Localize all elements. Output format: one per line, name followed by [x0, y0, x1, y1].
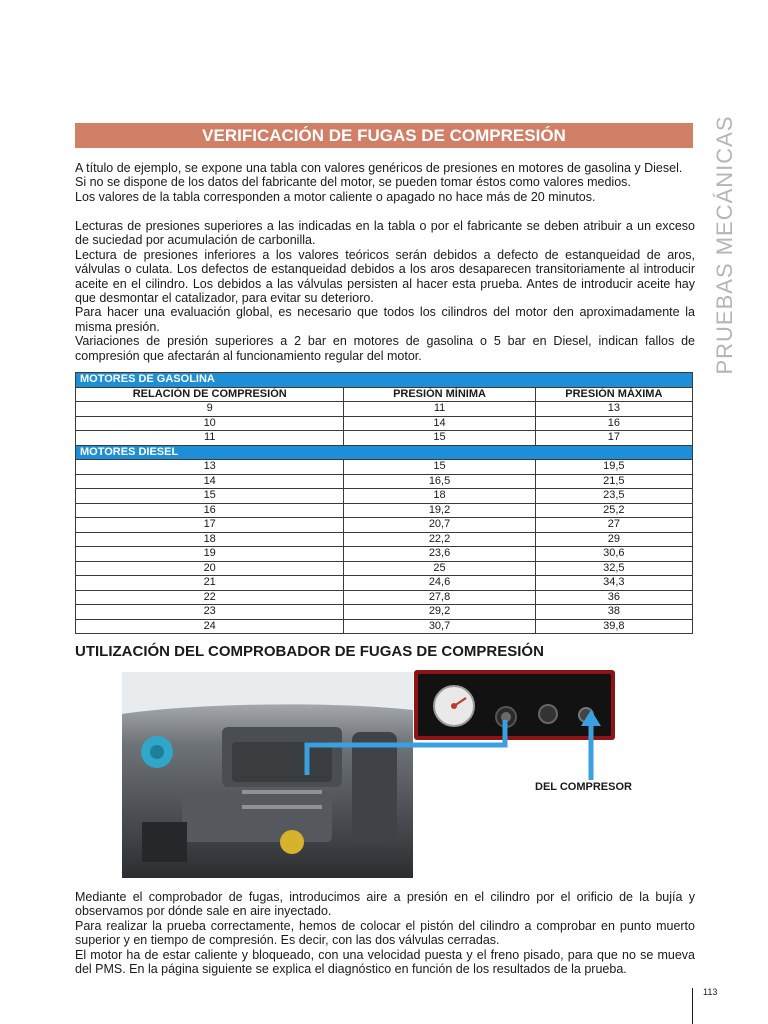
cell-max: 19,5: [535, 460, 692, 475]
cell-min: 24,6: [344, 576, 535, 591]
table-row: [76, 547, 693, 562]
intro-line: Si no se dispone de los datos del fabricante del motor, se pueden tomar éstos como valores medios.: [75, 175, 631, 190]
cell-max: 21,5: [535, 474, 692, 489]
cell-ratio: 13: [76, 460, 344, 475]
body-paragraph: Lectura de presiones inferiores a los valores teóricos serán debidos a defecto de estanqueidad de aros, válvulas o culata. Los defectos de estanqueidad debidos a los aros desaparecen transitoriamente al introducir aceite en el cilindro. Los debidos a las válvulas persisten al hacer esta prueba. Antes de introducir aceite hay que desmontar el catalizador, para evitar su deterioro.: [75, 247, 695, 306]
compressor-label: DEL COMPRESOR: [535, 781, 632, 793]
cell-ratio: 21: [76, 576, 344, 591]
cell-ratio: 16: [76, 503, 344, 518]
cell-ratio: 20: [76, 561, 344, 576]
table-row: [76, 460, 693, 475]
cell-min: 27,8: [344, 590, 535, 605]
table-header-row: [76, 387, 693, 402]
cell-max: 36: [535, 590, 692, 605]
cell-max: 13: [535, 402, 692, 417]
cell-ratio: 17: [76, 518, 344, 533]
intro-text: [75, 161, 695, 204]
intro-line: Los valores de la tabla corresponden a motor caliente o apagado no hace más de 20 minutos.: [75, 189, 596, 204]
table-row: [76, 489, 693, 504]
table-row: [76, 590, 693, 605]
procedure-paragraph: El motor ha de estar caliente y bloqueado, con una velocidad puesta y el freno pisado, para que no se mueva del PMS. En la página siguiente se explica el diagnóstico en función de los resultados de la prueba.: [75, 947, 695, 977]
cell-ratio: 14: [76, 474, 344, 489]
section-tab: [700, 115, 750, 375]
cell-ratio: 23: [76, 605, 344, 620]
section-subtitle: UTILIZACIÓN DEL COMPROBADOR DE FUGAS DE COMPRESIÓN: [75, 643, 544, 660]
gasoline-section-row: [76, 373, 693, 388]
section-tab-label: PRUEBAS MECÁNICAS: [712, 115, 737, 375]
table-row: [76, 532, 693, 547]
diesel-section-label: MOTORES DIESEL: [76, 445, 693, 460]
table-row: [76, 561, 693, 576]
table-row: [76, 518, 693, 533]
cell-max: 34,3: [535, 576, 692, 591]
cell-ratio: 24: [76, 619, 344, 634]
page-number: 113: [703, 987, 718, 997]
body-text: [75, 219, 695, 363]
cell-max: 32,5: [535, 561, 692, 576]
cell-min: 19,2: [344, 503, 535, 518]
header-max-pressure: PRESIÓN MÁXIMA: [535, 387, 692, 402]
cell-ratio: 9: [76, 402, 344, 417]
cell-ratio: 22: [76, 590, 344, 605]
procedure-paragraph: Para realizar la prueba correctamente, hemos de colocar el pistón del cilindro a comprobar en punto muerto superior y en tiempo de compresión. Es decir, con las dos válvulas cerradas.: [75, 918, 695, 948]
table-row: [76, 431, 693, 446]
cell-ratio: 18: [76, 532, 344, 547]
cell-min: 11: [344, 402, 535, 417]
table-row: [76, 402, 693, 417]
diesel-section-row: [76, 445, 693, 460]
procedure-paragraph: Mediante el comprobador de fugas, introducimos aire a presión en el cilindro por el orificio de la bujía y observamos por dónde sale en aire inyectado.: [75, 890, 695, 919]
page-title: VERIFICACIÓN DE FUGAS DE COMPRESIÓN: [75, 123, 693, 148]
cell-max: 29: [535, 532, 692, 547]
engine-photo: [122, 672, 413, 878]
cell-max: 25,2: [535, 503, 692, 518]
table-row: [76, 416, 693, 431]
cell-ratio: 15: [76, 489, 344, 504]
cell-max: 16: [535, 416, 692, 431]
cell-max: 17: [535, 431, 692, 446]
cell-min: 15: [344, 460, 535, 475]
cell-min: 23,6: [344, 547, 535, 562]
pressure-table: [75, 372, 693, 634]
cell-max: 38: [535, 605, 692, 620]
cell-min: 22,2: [344, 532, 535, 547]
cell-min: 18: [344, 489, 535, 504]
cell-ratio: 19: [76, 547, 344, 562]
body-paragraph: Lecturas de presiones superiores a las indicadas en la tabla o por el fabricante se deben atribuir a un exceso de suciedad por acumulación de carbonilla.: [75, 219, 695, 248]
header-min-pressure: PRESIÓN MÍNIMA: [344, 387, 535, 402]
cell-max: 30,6: [535, 547, 692, 562]
body-paragraph: Variaciones de presión superiores a 2 bar en motores de gasolina o 5 bar en Diesel, indican fallos de compresión que afectarán al funcionamiento regular del motor.: [75, 334, 695, 363]
gasoline-section-label: MOTORES DE GASOLINA: [76, 373, 693, 388]
table-row: [76, 576, 693, 591]
intro-line: A título de ejemplo, se expone una tabla con valores genéricos de presiones en motores de gasolina y Diesel.: [75, 161, 683, 175]
table-row: [76, 474, 693, 489]
cell-min: 25: [344, 561, 535, 576]
procedure-text: [75, 890, 695, 976]
cell-max: 23,5: [535, 489, 692, 504]
page-number-rule: [692, 988, 693, 1024]
table-row: [76, 503, 693, 518]
cell-min: 29,2: [344, 605, 535, 620]
cell-min: 16,5: [344, 474, 535, 489]
cell-min: 14: [344, 416, 535, 431]
cell-ratio: 11: [76, 431, 344, 446]
header-compression-ratio: RELACIÓN DE COMPRESIÓN: [76, 387, 344, 402]
table-row: [76, 619, 693, 634]
body-paragraph: Para hacer una evaluación global, es necesario que todos los cilindros del motor den aproximadamente la misma presión.: [75, 305, 695, 334]
leak-tester-photo: [414, 670, 615, 740]
cell-ratio: 10: [76, 416, 344, 431]
cell-max: 27: [535, 518, 692, 533]
cell-max: 39,8: [535, 619, 692, 634]
cell-min: 30,7: [344, 619, 535, 634]
table-row: [76, 605, 693, 620]
cell-min: 15: [344, 431, 535, 446]
cell-min: 20,7: [344, 518, 535, 533]
